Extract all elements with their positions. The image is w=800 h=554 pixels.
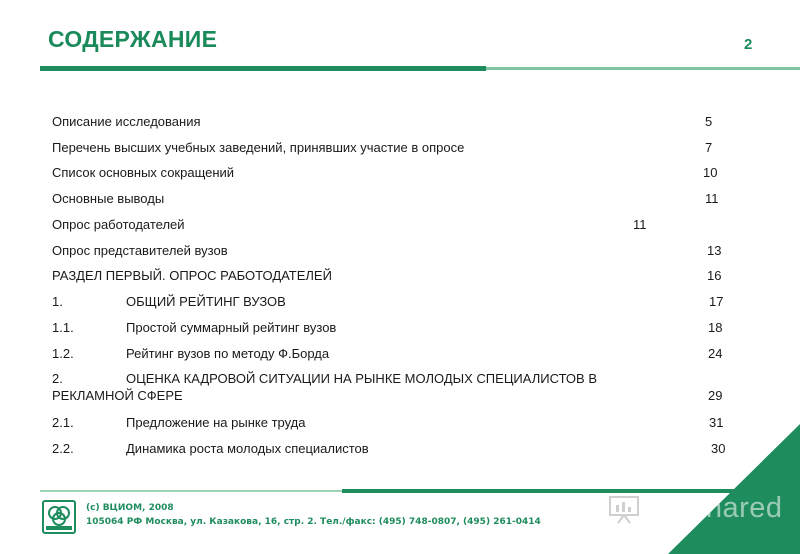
toc-entry (52, 114, 752, 132)
toc-entry-label: ОБЩИЙ РЕЙТИНГ ВУЗОВ (126, 294, 286, 309)
toc-entry-label: Рейтинг вузов по методу Ф.Борда (126, 346, 330, 361)
toc-entry-number: 1.2. (52, 346, 74, 361)
toc-entry-label: Описание исследования (52, 114, 201, 129)
toc-entry-page: 24 (708, 346, 723, 361)
toc-entry (52, 346, 752, 364)
toc-entry-label: Простой суммарный рейтинг вузов (126, 320, 337, 335)
toc-entry-page: 29 (708, 388, 723, 403)
toc-entry-page: 30 (711, 441, 726, 456)
toc-entry-number: 1. (52, 294, 63, 309)
vciom-logo (42, 500, 76, 534)
toc-entry-number: 2.2. (52, 441, 74, 456)
toc-entry (52, 415, 752, 433)
toc-entry-page: 31 (709, 415, 724, 430)
toc-entry-label: Основные выводы (52, 191, 165, 206)
toc-entry-page: 16 (707, 268, 722, 283)
page-number: 2 (744, 36, 753, 53)
toc-entry-page: 7 (705, 140, 713, 155)
toc-entry-label: Динамика роста молодых специалистов (126, 441, 369, 456)
toc-entry (52, 441, 752, 459)
toc-entry-page: 18 (708, 320, 723, 335)
toc-entry-number: 2. (52, 371, 63, 386)
logo-mark-icon (44, 502, 74, 532)
toc-entry-page: 10 (703, 165, 718, 180)
toc-entry (52, 320, 752, 338)
footer-copyright: (с) ВЦИОМ, 2008 (86, 503, 174, 513)
toc-entry (52, 191, 752, 209)
header-rule-light (486, 67, 800, 70)
footer-address: 105064 РФ Москва, ул. Казакова, 16, стр. 2. Тел./факс: (495) 748-0807, (495) 261-0414 (86, 517, 541, 527)
toc-entry (52, 140, 752, 158)
toc-entry-label: Перечень высших учебных заведений, принявших участие в опросе (52, 140, 465, 155)
toc-entry-page: 13 (707, 243, 722, 258)
toc-entry-label: Опрос представителей вузов (52, 243, 228, 258)
toc-entry-label: ОЦЕНКА КАДРОВОЙ СИТУАЦИИ НА РЫНКЕ МОЛОДЫХ СПЕЦИАЛИСТОВ В (126, 371, 597, 386)
toc-entry-label: РАЗДЕЛ ПЕРВЫЙ. ОПРОС РАБОТОДАТЕЛЕЙ (52, 268, 332, 283)
toc-entry (52, 217, 752, 235)
toc-entry-label-continued: РЕКЛАМНОЙ СФЕРЕ (52, 388, 183, 403)
toc-entry-page: 17 (709, 294, 724, 309)
toc-entry-label: Список основных сокращений (52, 165, 235, 180)
toc-section (52, 268, 752, 286)
toc-entry (52, 165, 752, 183)
toc-entry-page: 5 (705, 114, 713, 129)
header-rule-dark (40, 66, 486, 71)
toc-entry (52, 371, 752, 407)
presentation-icon (608, 494, 640, 524)
toc-entry (52, 294, 752, 312)
toc-entry-page: 11 (705, 191, 719, 206)
toc-entry-number: 2.1. (52, 415, 74, 430)
toc-entry-number: 1.1. (52, 320, 74, 335)
footer-rule-light (40, 490, 342, 492)
toc-entry (52, 243, 752, 261)
page-title: СОДЕРЖАНИЕ (48, 26, 218, 52)
toc-entry-page: 11 (633, 217, 647, 232)
watermark-text: Shared (686, 492, 783, 524)
toc-entry-label: Предложение на рынке труда (126, 415, 306, 430)
toc-entry-label: Опрос работодателей (52, 217, 185, 232)
